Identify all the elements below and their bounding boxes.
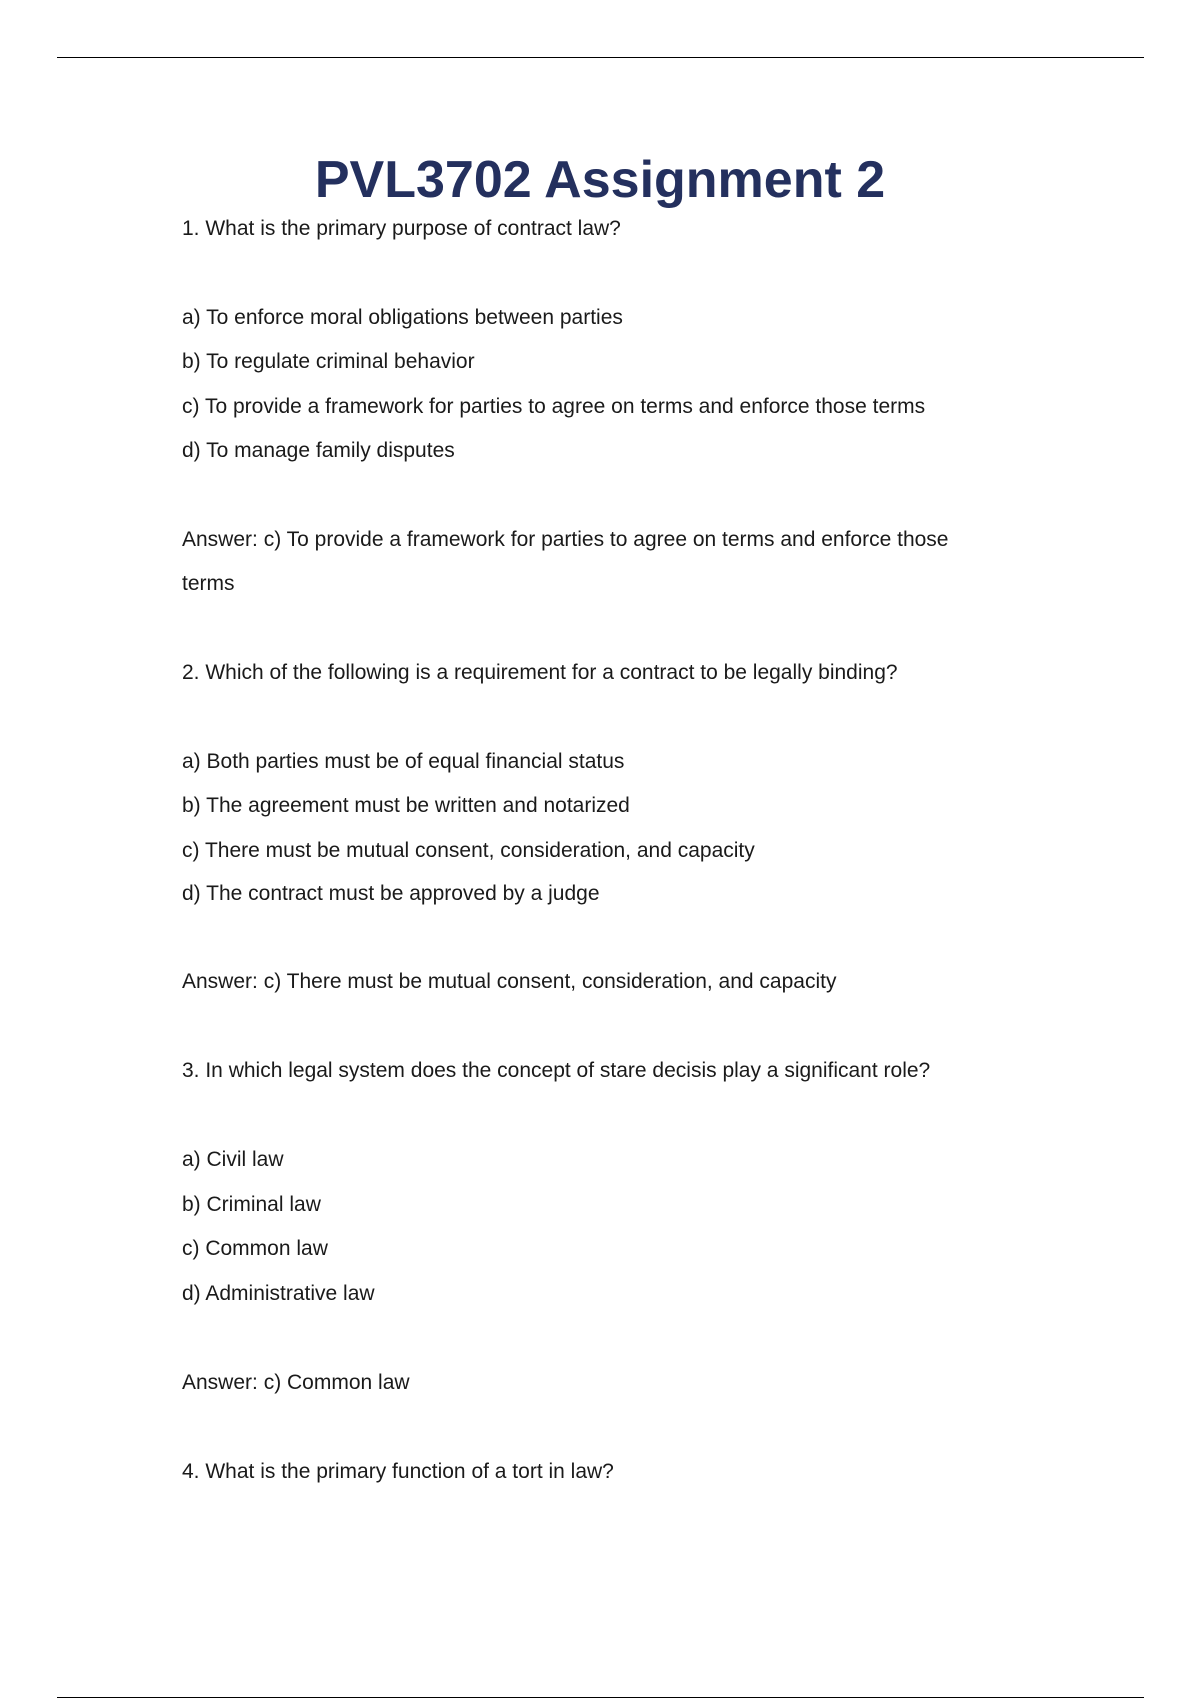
question-2-option-d: d) The contract must be approved by a judge xyxy=(182,882,600,905)
question-2-answer: Answer: c) There must be mutual consent, consideration, and capacity xyxy=(182,970,837,993)
header-rule xyxy=(57,57,1144,58)
question-3-option-d: d) Administrative law xyxy=(182,1282,375,1305)
question-4: 4. What is the primary function of a tort in law? xyxy=(182,1460,614,1483)
question-3-option-c: c) Common law xyxy=(182,1237,328,1260)
question-3: 3. In which legal system does the concept of stare decisis play a significant role? xyxy=(182,1059,931,1082)
question-3-option-a: a) Civil law xyxy=(182,1148,284,1171)
question-1-option-d: d) To manage family disputes xyxy=(182,439,455,462)
question-1-answer: Answer: c) To provide a framework for parties to agree on terms and enforce those xyxy=(182,528,949,551)
question-3-answer: Answer: c) Common law xyxy=(182,1371,410,1394)
question-1-option-c: c) To provide a framework for parties to agree on terms and enforce those terms xyxy=(182,395,926,418)
question-1-answer-continued: terms xyxy=(182,572,235,595)
question-2: 2. Which of the following is a requirement for a contract to be legally binding? xyxy=(182,661,898,684)
question-1-option-a: a) To enforce moral obligations between parties xyxy=(182,306,623,329)
footer-rule xyxy=(57,1697,1144,1698)
question-2-option-c: c) There must be mutual consent, consideration, and capacity xyxy=(182,839,755,862)
question-2-option-a: a) Both parties must be of equal financial status xyxy=(182,750,625,773)
document-title: PVL3702 Assignment 2 xyxy=(314,151,886,209)
question-2-option-b: b) The agreement must be written and notarized xyxy=(182,794,630,817)
question-1: 1. What is the primary purpose of contract law? xyxy=(182,217,621,240)
question-3-option-b: b) Criminal law xyxy=(182,1193,321,1216)
question-1-option-b: b) To regulate criminal behavior xyxy=(182,350,475,373)
